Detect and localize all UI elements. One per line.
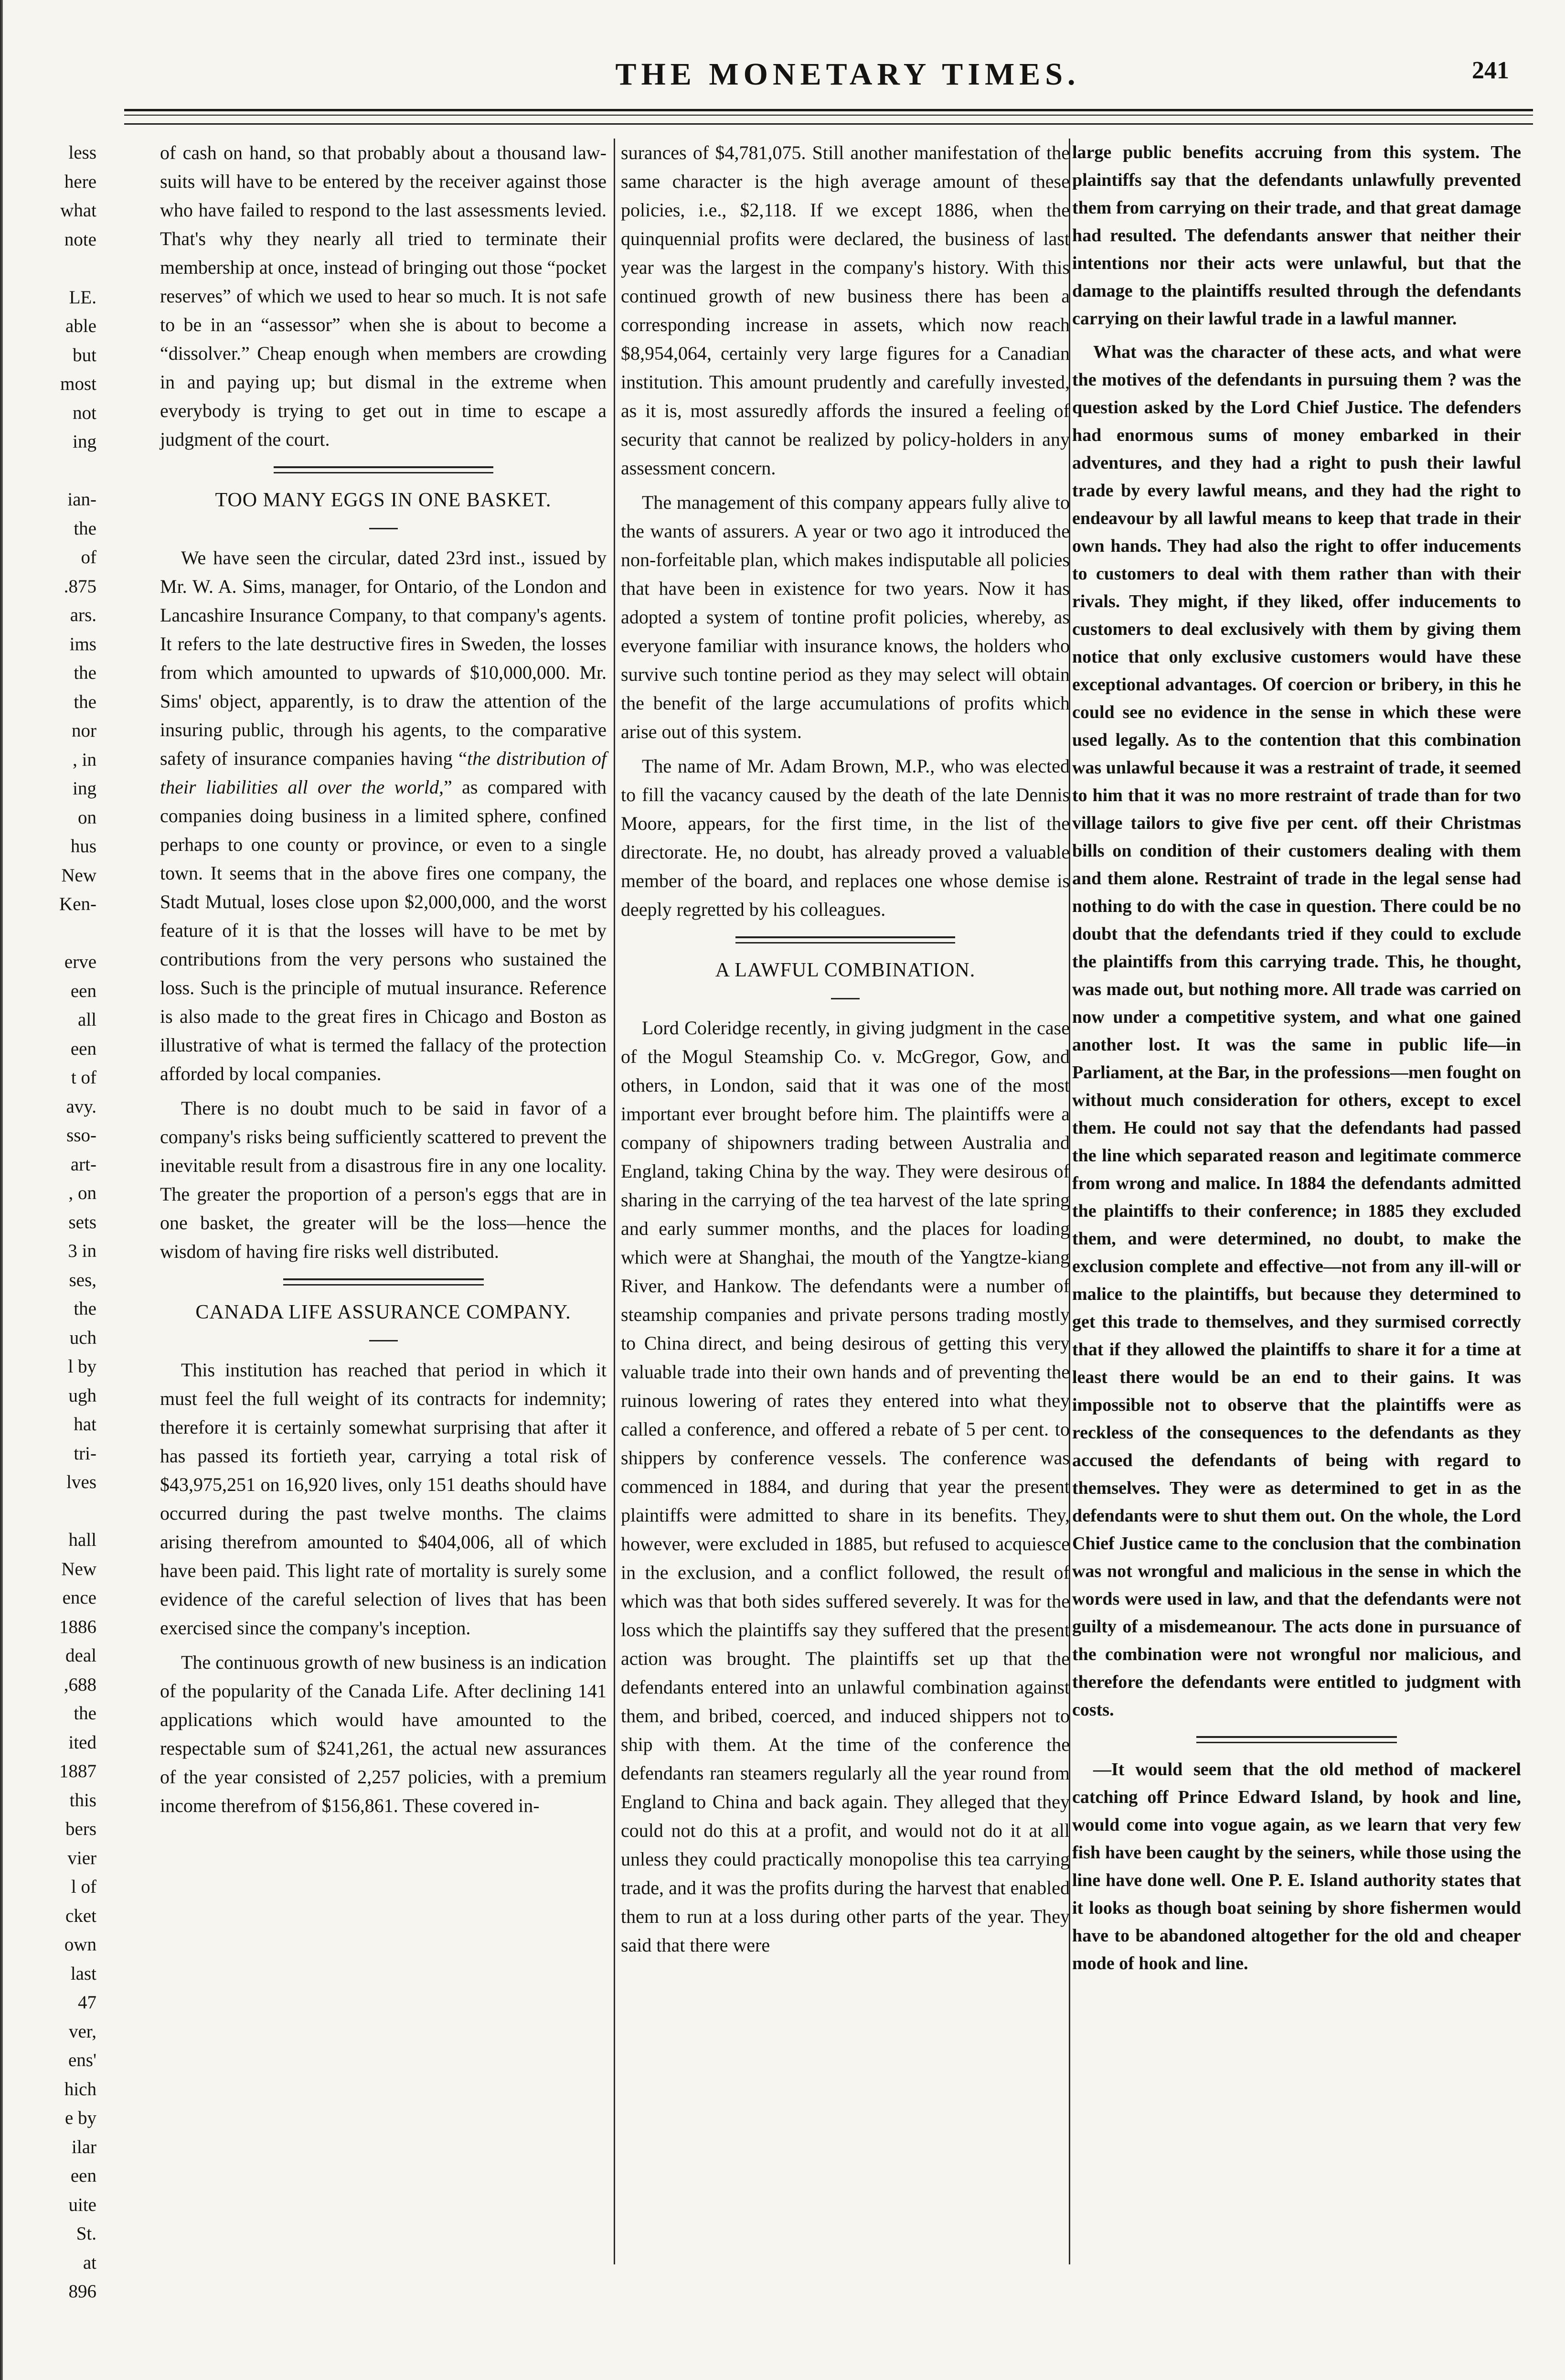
edge-fragment: ims [69,633,96,654]
edge-fragment: St. [76,2223,96,2244]
edge-fragment: ence [62,1587,96,1608]
page-title: THE MONETARY TIMES. [615,57,1080,92]
edge-fragment: hus [70,836,96,857]
edge-fragment: avy. [66,1096,96,1117]
edge-fragment: bers [65,1819,96,1839]
edge-fragment: 3 in [68,1241,96,1261]
canada-paragraph-2: The continuous growth of new business is an indication of the popularity of the Canada Life. After declining 141 applications which would have amounted to the respectable sum of $241,261, the actual new assurances of the year consisted of 2,257 policies, with a premium income therefrom of $156,861. These covered in- [160,1651,607,1816]
header-rule-bottom [124,123,1533,125]
edge-fragment: een [70,2166,96,2186]
edge-fragment: lves [66,1472,96,1492]
quoted-phrase: the distribution of their liabilities all over the world, [160,748,607,798]
edge-fragment: een [70,980,96,1001]
edge-fragment: deal [65,1645,96,1666]
edge-fragment: less [68,142,96,163]
edge-fragment [6,254,96,283]
lawful-paragraph-1: Lord Coleridge recently, in giving judgment in the case of the Mogul Steamship Co. v. McGregor, Gow, and others, in London, said that it was one of the most important ever brought before him. The plaintiffs were a company of shipowners trading between Australia and England, taking China by the way. They were desirous of sharing in the carrying of the tea harvest of the late spring and early summer months, and the places for loading which were at Shanghai, the mouth of the Yangtze-kiang River, and Hankow. The defendants were a number of steamship companies and private persons trading mostly to China direct, and being desirous of getting this very valuable trade into their own hands and of preventing the ruinous lowering of rates they entered into what they called a conference, and offered a rebate of 5 per cent. to shippers by conference vessels. The conference was commenced in 1884, and during that year the present plaintiffs were admitted to share in its benefits. They, however, were excluded in 1885, but refused to acquiesce in the exclusion, and a conflict followed, the result of which was that both sides suffered severely. It was for the loss which the plaintiffs say they suffered that the present action was brought. The plaintiffs set up that the defendants entered into an unlawful combination against them, and bribed, coerced, and induced shippers not to ship with them. At the time of the conference the defendants ran steamers regularly all the year round from England to China and back again. They alleged that they could not do this at a profit, and would not do it at all unless they could practically monopolise this tea carrying trade, and it was the profits during the harvest that enabled them to run at a loss during other parts of the year. They said that there were [621,1017,1070,1956]
edge-fragment [6,919,96,948]
edge-fragment: last [70,1963,96,1984]
edge-fragment: but [73,344,96,365]
edge-fragment: 1886 [59,1616,96,1637]
edge-fragment: New [61,865,96,886]
section-title-canada-life: CANADA LIFE ASSURANCE COMPANY. [195,1301,571,1323]
edge-fragment: own [64,1934,96,1955]
lawful-paragraph-2: What was the character of these acts, and what were the motives of the defendants in pursuing them ? was the question asked by the Lord Chief Justice. The defenders had enormous sums of money embarked in their adventures, and they had a right to push their lawful trade by every lawful means, and they had the right to endeavour by all lawful means to keep that trade in their own hands. They had also the right to offer inducements to customers to deal with them rather than with their rivals. They might, if they liked, offer inducements to customers to deal exclusively with them by giving them notice that only exclusive customers would have these exceptional advantages. Of coercion or bribery, in this he could see no evidence in the sense in which these were used legally. As to the contention that this combination was unlawful because it was a restraint of trade, it seemed to him that it was no more restraint of trade than for two village tailors to give five per cent. off their Christmas bills on condition of their customers dealing with them and them alone. Restraint of trade in the legal sense had nothing to do with the case in question. There could be no doubt that the defendants tried if they could to exclude the plaintiffs from this carrying trade. This, he thought, was made out, but nothing more. All trade was carried on now under a competitive system, and what one gained another lost. It was the same in public life—in Parliament, at the Bar, in the professions—men fought on without much consideration for others, except to excel them. He could not say that the defendants had passed the line which separated reason and legitimate commerce from wrong and malice. In 1884 the defendants admitted the plaintiffs to their conference; in 1885 they excluded them, and were determined, no doubt, to make the exclusion complete and effective—not from any ill-will or malice to the plaintiffs, but because they determined to get this trade to themselves, and they surmised correctly that if they allowed the plaintiffs to share it for a time at least there would be an end to their gains. It was impossible not to observe that the plaintiffs were as reckless of the consequences to the defendants as they accused the defendants of being with regard to themselves. They were as determined to get in as the defendants were to shut them out. On the whole, the Lord Chief Justice came to the conclusion that the combination was not wrongful and malicious in the sense in which the words were used in law, and that the defendants were not guilty of a misdemeanour. The acts done in pursuance of the combination were not wrongful nor malicious, and therefore the defendants were entitled to judgment with costs. [1072,342,1521,1720]
edge-fragment: most [60,374,96,394]
edge-fragment [6,1497,96,1526]
edge-fragment: erve [64,952,96,972]
title-underline [369,1340,398,1341]
title-underline [369,528,398,529]
edge-fragment: on [78,807,96,828]
eggs-paragraph-2: There is no doubt much to be said in favor of a company's risks being sufficiently scattered to prevent the inevitable result from a disastrous fire in any one locality. The greater the proportion of a person's eggs that are in one basket, the greater will be the loss—hence the wisdom of having fire risks well distributed. [160,1097,607,1262]
edge-fragment [6,457,96,486]
edge-fragment: hat [74,1414,96,1435]
edge-fragment: at [83,2252,96,2273]
edge-fragment: art- [70,1154,96,1175]
section-title-eggs: TOO MANY EGGS IN ONE BASKET. [215,489,552,511]
edge-fragment: ing [73,431,96,452]
edge-fragment: ver, [69,2021,96,2042]
edge-fragment: all [78,1009,96,1030]
edge-fragment: 47 [78,1992,96,2013]
edge-fragment: the [74,518,96,539]
edge-fragment: note [64,229,96,250]
edge-fragment: l of [71,1876,96,1897]
edge-fragment: ian- [67,489,96,510]
edge-fragment: able [65,316,96,336]
edge-fragment: this [69,1790,96,1811]
edge-fragment: ilar [72,2136,96,2157]
section-divider [735,936,955,943]
edge-fragment: the [74,691,96,712]
edge-fragment: ugh [68,1385,96,1406]
column-3 [1072,139,1521,2250]
header-rule-thick [124,109,1533,111]
edge-fragment: e by [64,2108,96,2128]
edge-fragment: ses, [69,1269,96,1290]
canada-paragraph-3: The management of this company appears fully alive to the wants of assurers. A year or two ago it introduced the non-forfeitable plan, which makes indisputable all policies that have been in existence for two years. Now it has adopted a system of tontine profit policies, whereby, as everyone familiar with insurance knows, the holders who survive such tontine period as they may select will obtain the benefit of the large accumulations of profits which arise out of this system. [621,492,1070,742]
edge-fragment: l by [68,1356,96,1377]
section-divider [1196,1736,1397,1743]
edge-fragment: t of [71,1067,96,1088]
edge-fragment: hich [64,2079,96,2100]
section-divider [274,466,493,473]
edge-fragment: hall [68,1530,96,1550]
edge-fragment: not [73,402,96,423]
edge-fragment: ited [68,1732,96,1753]
section-title-lawful: A LAWFUL COMBINATION. [715,959,976,981]
edge-fragment: uite [68,2194,96,2215]
edge-fragment: LE. [69,287,96,308]
edge-fragment: Ken- [59,894,96,914]
edge-fragment: sso- [66,1125,96,1146]
canada-paragraph-continued: surances of $4,781,075. Still another manifestation of the same character is the high average amount of these policies, i.e., $2,118. If we except 1886, when the quinquennial profits were declared, the business of last year was the largest in the company's history. With this continued growth of new business there has been a corresponding increase in assets, which now reach $8,954,064, certainly very large figures for a Canadian institution. This amount prudently and carefully invested, as it is, most assuredly affords the insured a feeling of security that cannot be realized by policy-holders in any assessment concern. [621,142,1070,479]
edge-fragment: the [74,1703,96,1724]
canada-paragraph-1: This institution has reached that period in which it must feel the full weight of its contracts for indemnity; therefore it is certainly somewhat surprising that after it has passed its fortieth year, carrying a total risk of $43,975,251 on 16,920 lives, only 151 deaths should have occurred during the past twelve months. The claims arising therefrom amounted to $404,006, all of which have been paid. This light rate of mortality is surely some evidence of the careful selection of lives that has been exercised since the company's inception. [160,1359,607,1639]
edge-fragment: , on [68,1183,96,1203]
section-divider [283,1278,484,1286]
edge-fragment: , in [73,749,96,770]
edge-fragment: here [64,171,96,192]
lawful-paragraph-continued: large public benefits accruing from this system. The plaintiffs say that the defendants unlawfully prevented them from carrying on their trade, and that great damage had resulted. The defendants answer that neither their intentions nor their acts were unlawful, but that the damage to the plaintiffs resulted through the defendants carrying on their lawful trade in a lawful manner. [1072,142,1521,329]
column-1 [160,139,607,2250]
edge-fragment: of [81,547,96,568]
column-2 [621,139,1070,2250]
edge-fragment: 896 [68,2281,96,2302]
adjacent-page-fragments [6,139,96,2302]
edge-fragment: New [61,1558,96,1579]
edge-fragment: cket [65,1905,96,1926]
header-rule-thin [124,115,1533,116]
edge-fragment: ens' [68,2050,96,2070]
edge-fragment: .875 [64,576,96,597]
edge-fragment: ars. [70,605,96,625]
edge-fragment: the [74,663,96,683]
edge-fragment: ing [73,778,96,799]
edge-fragment: tri- [74,1443,96,1464]
eggs-paragraph-1: We have seen the circular, dated 23rd inst., issued by Mr. W. A. Sims, manager, for Ontario, of the London and Lancashire Insurance Company, to that company's agents. It refers to the late destructive fires in Sweden, the losses from which amounted to upwards of $10,000,000. Mr. Sims' object, apparently, is to draw the attention of the insuring public, through his agents, to the comparative safety of insurance companies having “the distribution of their liabilities all over the world,” as compared with companies doing business in a limited sphere, confined perhaps to one county or province, or even to a single town. It seems that in the above fires one company, the Stadt Mutual, loses close upon $2,000,000, and the worst feature of it is that the losses will have to be met by contributions from the very persons who sustained the loss. Such is the principle of mutual insurance. Reference is also made to the great fires in Chicago and Boston as illustrative of what is termed the fallacy of the protection afforded by local companies. [160,547,607,1084]
edge-fragment: 1887 [59,1761,96,1781]
edge-fragment: uch [69,1327,96,1348]
column-rule-1 [614,139,615,2264]
article-continuation: of cash on hand, so that probably about a thousand law-suits will have to be entered by the receiver against those who have failed to respond to the last assessments levied. That's why they nearly all tried to terminate their membership at once, instead of bringing out those “pocket reserves” of which we used to hear so much. It is not safe to be in an “assessor” when she is about to become a “dissolver.” Cheap enough when members are crowding in and paying up; but dismal in the extreme when everybody is trying to get out in time to escape a judgment of the court. [160,142,607,450]
edge-fragment: the [74,1298,96,1319]
title-underline [831,998,860,999]
edge-fragment: what [60,200,96,221]
edge-fragment: vier [67,1847,96,1868]
edge-fragment: een [70,1038,96,1059]
edge-fragment: nor [72,720,96,741]
canada-paragraph-4: The name of Mr. Adam Brown, M.P., who was elected to fill the vacancy caused by the death of the late Dennis Moore, appears, for the first time, in the list of the directorate. He, no doubt, has already proved a valuable member of the board, and replaces one whose demise is deeply regretted by his colleagues. [621,755,1070,920]
page-binding-edge [0,0,3,2380]
mackerel-paragraph: —It would seem that the old method of mackerel catching off Prince Edward Island, by hook and line, would come into vogue again, as we learn that very few fish have been caught by the seiners, while those using the line have done well. One P. E. Island authority states that it looks as though boat seining by shore fishermen would have to be abandoned altogether for the old and cheaper mode of hook and line. [1072,1759,1521,1973]
page-number: 241 [1472,57,1509,84]
edge-fragment: ,688 [64,1674,96,1695]
edge-fragment: sets [68,1211,96,1233]
